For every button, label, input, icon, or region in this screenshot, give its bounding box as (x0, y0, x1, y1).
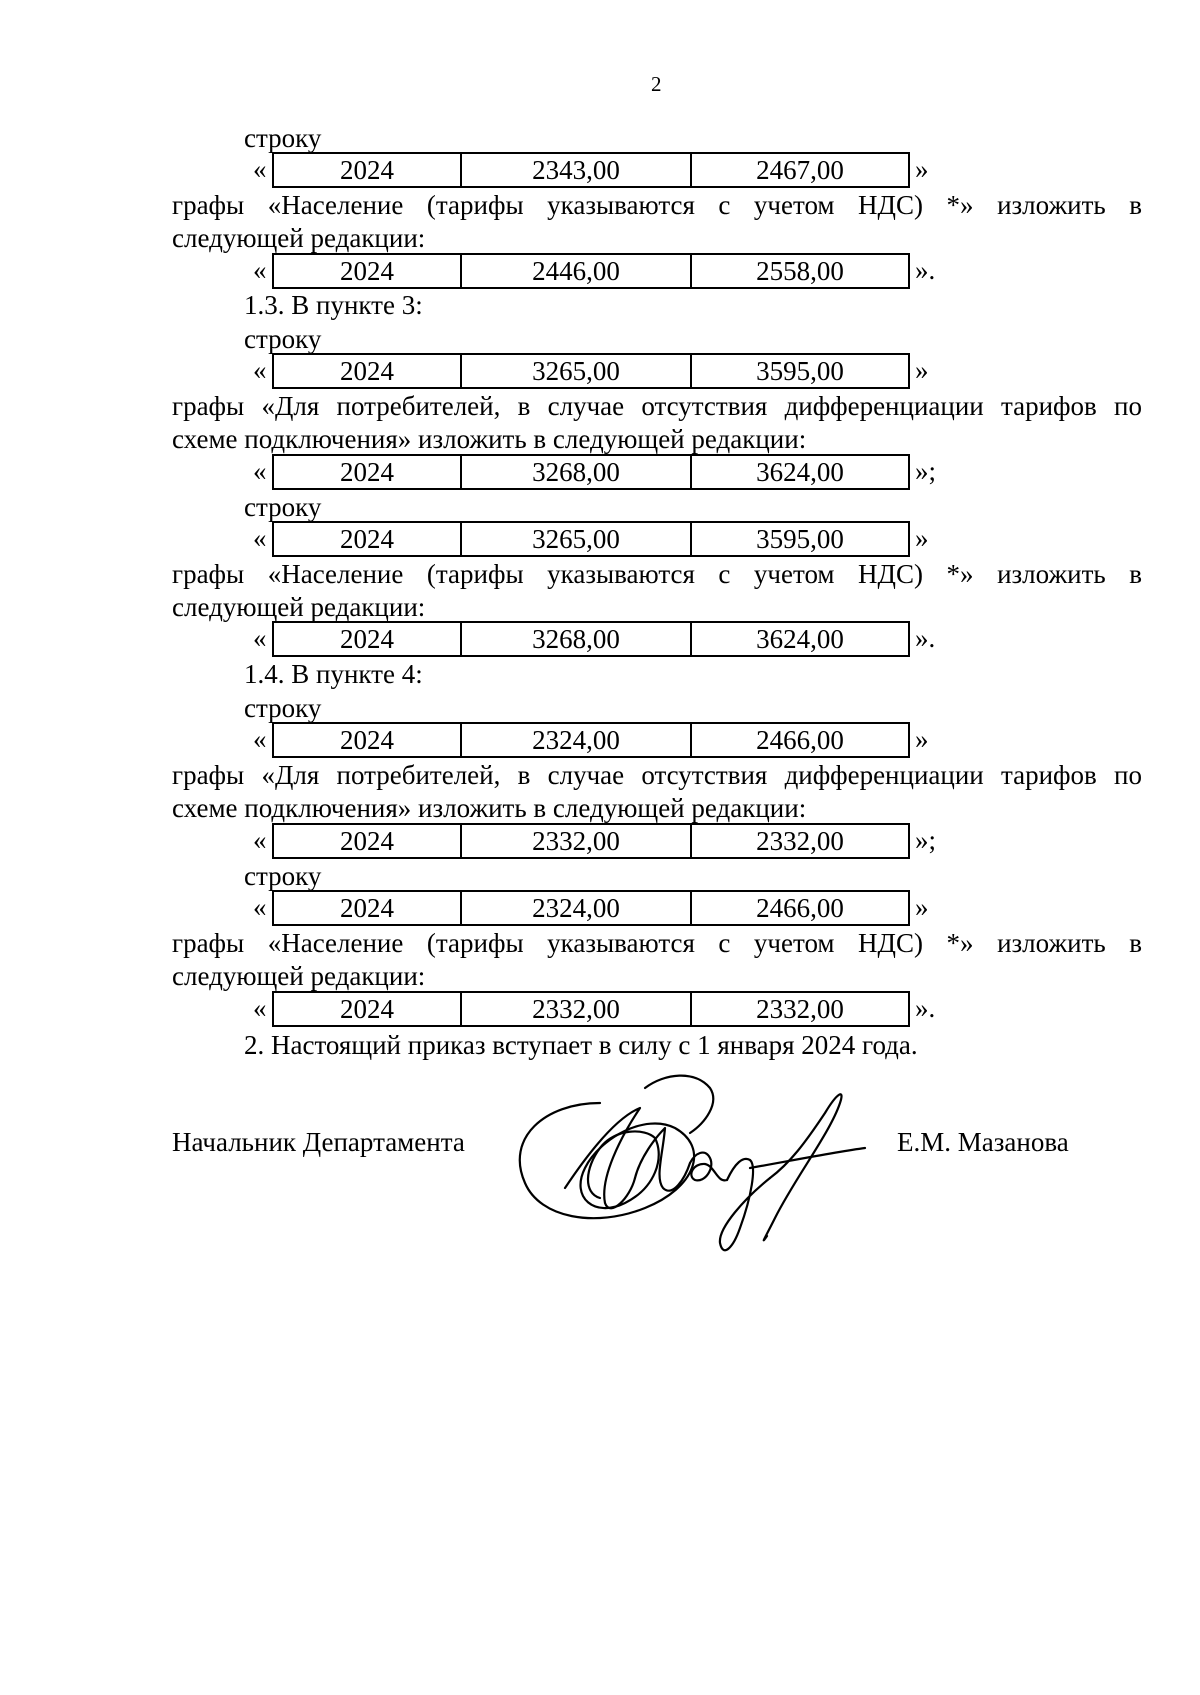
quote-open: « (253, 825, 267, 855)
cell-year: 2024 (272, 353, 460, 389)
paragraph-line: графы «Для потребителей, в случае отсутствия дифференциации тарифов по (172, 391, 1142, 421)
tariff-row (0, 991, 1200, 1025)
paragraph-line: схеме подключения» изложить в следующей редакции: (172, 793, 807, 823)
cell-value-1: 3268,00 (460, 454, 690, 490)
cell-value-2: 2466,00 (690, 890, 910, 926)
tariff-row (0, 353, 1200, 387)
tariff-row (0, 722, 1200, 756)
paragraph-line: графы «Население (тарифы указываются с учетом НДС) *» изложить в (172, 928, 1142, 958)
cell-value-2: 2332,00 (690, 823, 910, 859)
quote-close: » (915, 892, 929, 922)
cell-value-2: 2332,00 (690, 991, 910, 1027)
cell-value-1: 2332,00 (460, 823, 690, 859)
quote-open: « (253, 724, 267, 754)
cell-value-2: 3624,00 (690, 454, 910, 490)
quote-open: « (253, 154, 267, 184)
cell-value-1: 3265,00 (460, 521, 690, 557)
quote-open: « (253, 623, 267, 653)
paragraph-line: графы «Для потребителей, в случае отсутствия дифференциации тарифов по (172, 760, 1142, 790)
cell-value-2: 3595,00 (690, 521, 910, 557)
quote-open: « (253, 355, 267, 385)
section-heading: 1.4. В пункте 4: (244, 659, 423, 689)
cell-value-2: 2558,00 (690, 253, 910, 289)
cell-value-1: 2324,00 (460, 722, 690, 758)
cell-year: 2024 (272, 454, 460, 490)
quote-close: ». (915, 623, 936, 653)
cell-year: 2024 (272, 152, 460, 188)
cell-value-2: 2467,00 (690, 152, 910, 188)
cell-year: 2024 (272, 521, 460, 557)
cell-value-2: 2466,00 (690, 722, 910, 758)
tariff-row (0, 253, 1200, 287)
section-heading: 1.3. В пункте 3: (244, 290, 423, 320)
cell-value-1: 2446,00 (460, 253, 690, 289)
handwritten-signature (505, 1068, 905, 1268)
cell-value-1: 2324,00 (460, 890, 690, 926)
label-stroku: строку (244, 492, 322, 522)
tariff-row (0, 890, 1200, 924)
quote-close: ». (915, 993, 936, 1023)
quote-open: « (253, 892, 267, 922)
paragraph-line: схеме подключения» изложить в следующей редакции: (172, 424, 807, 454)
tariff-row (0, 823, 1200, 857)
quote-close: ». (915, 255, 936, 285)
label-stroku: строку (244, 324, 322, 354)
tariff-row (0, 454, 1200, 488)
cell-year: 2024 (272, 823, 460, 859)
quote-open: « (253, 523, 267, 553)
paragraph-line: следующей редакции: (172, 961, 426, 991)
quote-open: « (253, 993, 267, 1023)
cell-year: 2024 (272, 991, 460, 1027)
signatory-position: Начальник Департамента (172, 1127, 465, 1157)
label-stroku: строку (244, 861, 322, 891)
quote-close: » (915, 724, 929, 754)
paragraph-line: следующей редакции: (172, 592, 426, 622)
tariff-row (0, 621, 1200, 655)
cell-value-2: 3624,00 (690, 621, 910, 657)
clause-2: 2. Настоящий приказ вступает в силу с 1 января 2024 года. (244, 1030, 918, 1060)
label-stroku: строку (244, 123, 322, 153)
quote-close: » (915, 523, 929, 553)
paragraph-line: графы «Население (тарифы указываются с учетом НДС) *» изложить в (172, 190, 1142, 220)
quote-open: « (253, 456, 267, 486)
cell-year: 2024 (272, 890, 460, 926)
cell-year: 2024 (272, 253, 460, 289)
quote-open: « (253, 255, 267, 285)
quote-close: » (915, 355, 929, 385)
tariff-row (0, 152, 1200, 186)
cell-value-2: 3595,00 (690, 353, 910, 389)
paragraph-line: графы «Население (тарифы указываются с учетом НДС) *» изложить в (172, 559, 1142, 589)
signatory-name: Е.М. Мазанова (897, 1127, 1069, 1157)
cell-value-1: 2332,00 (460, 991, 690, 1027)
quote-close: »; (915, 825, 937, 855)
cell-value-1: 3265,00 (460, 353, 690, 389)
page-number: 2 (651, 72, 662, 96)
tariff-row (0, 521, 1200, 555)
cell-value-1: 3268,00 (460, 621, 690, 657)
quote-close: » (915, 154, 929, 184)
paragraph-line: следующей редакции: (172, 223, 426, 253)
quote-close: »; (915, 456, 937, 486)
label-stroku: строку (244, 693, 322, 723)
cell-year: 2024 (272, 621, 460, 657)
cell-year: 2024 (272, 722, 460, 758)
cell-value-1: 2343,00 (460, 152, 690, 188)
